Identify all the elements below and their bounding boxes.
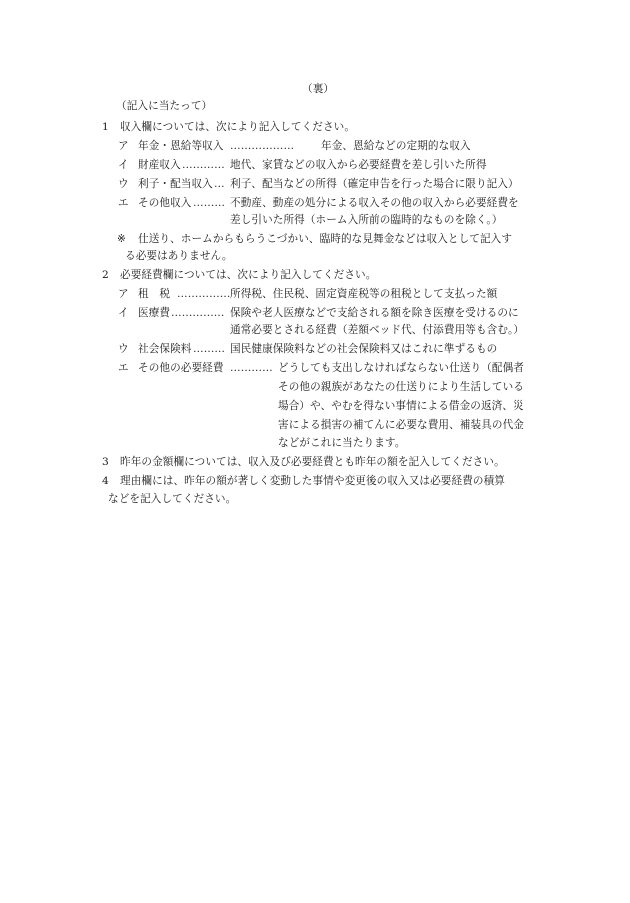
item-mark: イ — [118, 307, 129, 319]
item-leader: ……… — [193, 343, 226, 355]
section-4-number: 4 — [102, 475, 109, 487]
item-description: 不動産、動産の処分による収入その他の収入から必要経費を — [230, 197, 519, 209]
item-label: 社会保険料 — [138, 343, 192, 355]
item-leader: … — [214, 178, 225, 190]
item-mark: ウ — [118, 343, 129, 355]
item-label: 利子・配当収入 — [138, 178, 213, 190]
page-title: （裏） — [302, 83, 335, 95]
item-description-cont: 差し引いた所得（ホーム入所前の臨時的なものを除く。） — [230, 214, 503, 226]
item-leader: …………… — [171, 307, 225, 319]
item-description: 地代、家賃などの収入から必要経費を差し引いた所得 — [230, 159, 487, 171]
item-mark: ウ — [118, 178, 129, 190]
item-mark: イ — [118, 159, 129, 171]
item-description: どうしても支出しなければならない仕送り（配偶者 — [278, 362, 524, 374]
item-label: 租 税 — [138, 288, 171, 300]
item-label: 年金・恩給等収入 — [138, 140, 224, 152]
section-2-number: 2 — [102, 269, 109, 281]
section-4-heading: 理由欄には、昨年の額が著しく変動した事情や変更後の収入又は必要経費の積算 — [120, 475, 505, 487]
item-mark: エ — [118, 362, 129, 374]
item-description: 保険や老人医療などで支給される額を除き医療を受けるのに — [230, 307, 519, 319]
section-3-number: 3 — [102, 456, 109, 468]
item-leader: ……… — [193, 197, 226, 209]
item-label: その他の必要経費 — [138, 362, 224, 374]
note-text-cont: る必要はありません。 — [125, 250, 233, 262]
item-mark: ア — [118, 288, 129, 300]
item-label: 財産収入 — [138, 159, 181, 171]
item-description: 所得税、住民税、固定資産税等の租税として支払った額 — [230, 288, 498, 300]
item-leader: ………… — [182, 159, 225, 171]
item-description-cont: 害による損害の補てんに必要な費用、補装具の代金 — [278, 419, 524, 431]
section-1-number: 1 — [102, 121, 109, 133]
item-leader: ………… — [230, 362, 273, 374]
item-label: 医療費 — [138, 307, 171, 319]
item-description-cont: 通常必要とされる経費（差額ベッド代、付添費用等も含む。） — [230, 324, 525, 336]
section-3-heading: 昨年の金額欄については、収入及び必要経費とも昨年の額を記入してください。 — [120, 456, 505, 468]
intro-heading: （記入に当たって） — [116, 100, 213, 112]
item-description: 年金、恩給などの定期的な収入 — [321, 140, 471, 152]
item-mark: エ — [118, 197, 129, 209]
item-description-cont: 場合）や、やむを得ない事情による借金の返済、災 — [278, 400, 524, 412]
item-description-cont: その他の親族があなたの仕送りにより生活している — [278, 381, 524, 393]
section-2-heading: 必要経費欄については、次により記入してください。 — [120, 269, 377, 281]
item-label: その他収入 — [138, 197, 192, 209]
section-1-heading: 収入欄については、次により記入してください。 — [120, 121, 356, 133]
item-mark: ア — [118, 140, 129, 152]
item-leader: ……………… — [230, 140, 295, 152]
note-text: 仕送り、ホームからもらうこづかい、臨時的な見舞金などは収入として記入す — [138, 233, 513, 245]
item-description: 国民健康保険料などの社会保険料又はこれに準ずるもの — [230, 343, 498, 355]
item-leader: …………… — [177, 288, 231, 300]
item-description-cont: などがこれに当たります。 — [278, 437, 406, 449]
note-mark: ※ — [117, 233, 126, 245]
section-4-heading-cont: などを記入してください。 — [108, 493, 237, 505]
item-description: 利子、配当などの所得（確定申告を行った場合に限り記入） — [230, 178, 519, 190]
